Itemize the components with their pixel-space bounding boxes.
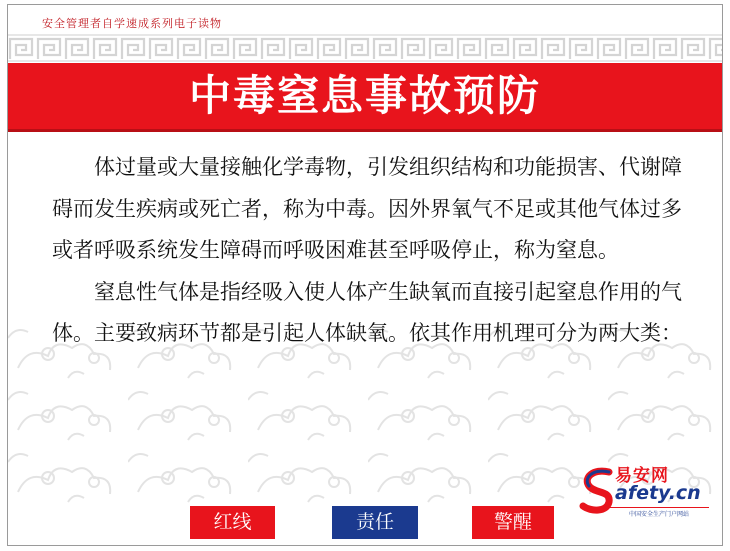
body-paragraph: 窒息性气体是指经吸入使人体产生缺氧而直接引起窒息作用的气体。主要致病环节都是引起人体缺氧。依其作用机理可分为两大类： — [52, 279, 682, 345]
title-band — [8, 63, 722, 129]
body-text — [52, 147, 692, 355]
body-paragraph: 体过量或大量接触化学毒物，引发组织结构和功能损害、代谢障碍而发生疾病或死亡者，称为中毒。因外界氧气不足或其他气体过多或者呼吸系统发生障碍而呼吸困难甚至呼吸停止，称为窒息。 — [52, 155, 682, 262]
logo-name-cn: 易安网 — [615, 466, 669, 486]
redline-button[interactable]: 红线 — [190, 506, 275, 539]
title-underline — [8, 129, 722, 132]
alert-button[interactable]: 警醒 — [472, 506, 554, 539]
fret-pattern — [8, 34, 722, 62]
site-logo — [585, 458, 713, 520]
responsibility-button[interactable]: 责任 — [332, 506, 418, 539]
logo-tagline: 中国安全生产门户网站 — [609, 507, 709, 518]
series-title: 安全管理者自学速成系列电子读物 — [42, 17, 222, 30]
logo-name-en: afety.cn — [615, 482, 701, 504]
series-header — [8, 5, 722, 35]
fret-pattern-band — [8, 34, 722, 62]
page-title: 中毒窒息事故预防 — [188, 71, 541, 120]
